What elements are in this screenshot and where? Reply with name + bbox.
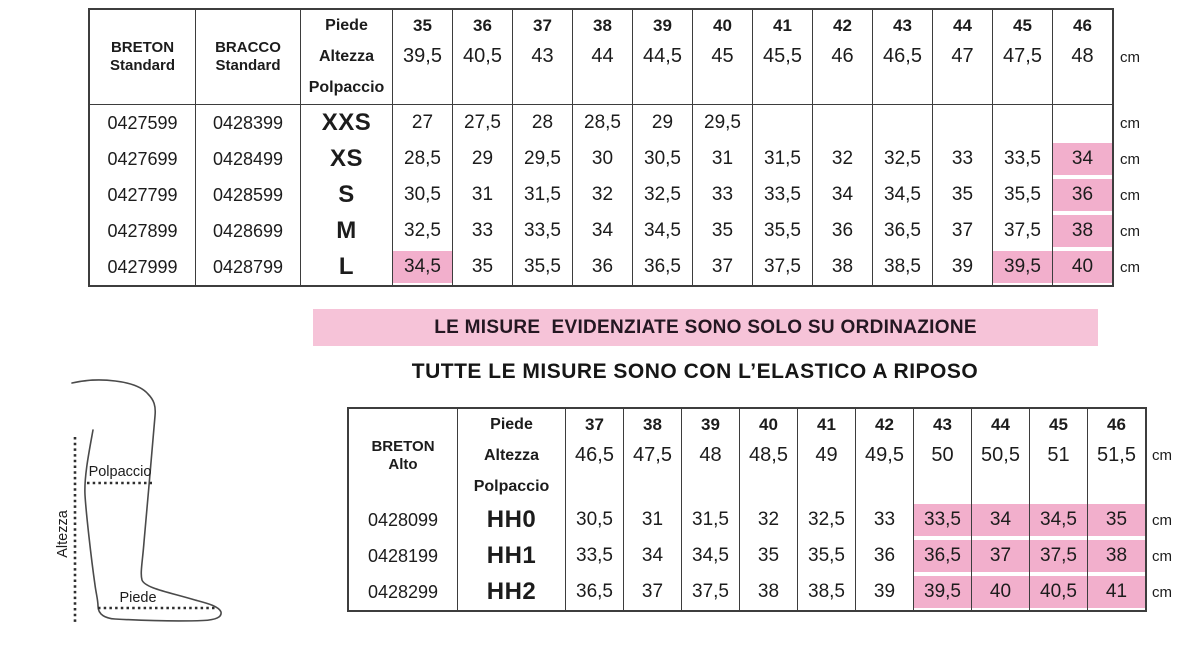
measurement-cell bbox=[752, 105, 812, 141]
size-number: 35 bbox=[413, 15, 432, 35]
size-column-header bbox=[452, 10, 512, 105]
altezza-value: 51,5 bbox=[1097, 444, 1136, 466]
measurement-cell: 36,5 bbox=[632, 249, 692, 285]
size-number: 39 bbox=[653, 15, 672, 35]
unit-label: cm bbox=[1120, 258, 1140, 276]
measurement-cell: 33,5 bbox=[992, 141, 1052, 177]
polpaccio-label: Polpaccio bbox=[308, 78, 385, 96]
measurement-cell: 35,5 bbox=[797, 538, 855, 574]
ordination-note-banner bbox=[313, 309, 1098, 346]
measurement-cell bbox=[812, 105, 872, 141]
measurement-cell bbox=[1052, 105, 1112, 141]
measurement-cell-highlighted: 39,5 bbox=[913, 574, 971, 610]
measurement-cell-highlighted: 37,5 bbox=[1029, 538, 1087, 574]
measurement-cell: 29 bbox=[632, 105, 692, 141]
measurement-cell: 37 bbox=[932, 213, 992, 249]
size-column-header bbox=[797, 409, 855, 502]
size-number: 40 bbox=[759, 414, 778, 434]
measurement-cell-highlighted: 35 bbox=[1087, 502, 1145, 538]
measurement-cell: 35,5 bbox=[752, 213, 812, 249]
size-number: 45 bbox=[1049, 414, 1068, 434]
size-number: 41 bbox=[773, 15, 792, 35]
size-column-header bbox=[632, 10, 692, 105]
measurement-cell: 34,5 bbox=[681, 538, 739, 574]
measurement-cell bbox=[932, 105, 992, 141]
measurement-cell: 28,5 bbox=[572, 105, 632, 141]
breton-alto-size-table bbox=[347, 407, 1147, 612]
breton-code-cell: 0427599 bbox=[107, 112, 178, 133]
bracco-code-cell: 0428699 bbox=[195, 213, 300, 249]
breton-code-cell: 0428199 bbox=[367, 545, 439, 566]
size-column-header bbox=[623, 409, 681, 502]
measurement-cell: 33 bbox=[855, 502, 913, 538]
breton-code-cell: 0427799 bbox=[107, 184, 178, 205]
bracco-code-cell: 0428399 bbox=[195, 105, 300, 141]
measurement-cell: 35 bbox=[932, 177, 992, 213]
size-number: 44 bbox=[953, 15, 972, 35]
measurement-cell: 39 bbox=[932, 249, 992, 285]
altezza-value: 49,5 bbox=[865, 444, 904, 466]
measurement-cell: 31 bbox=[623, 502, 681, 538]
size-column-header bbox=[1087, 409, 1145, 502]
size-label-cell: HH0 bbox=[457, 502, 565, 538]
measurement-cell-highlighted: 41 bbox=[1087, 574, 1145, 610]
brand-qualifier: Alto bbox=[388, 455, 418, 473]
measurement-cell: 34,5 bbox=[632, 213, 692, 249]
measurement-cell-highlighted: 39,5 bbox=[992, 249, 1052, 285]
measurement-cell: 39 bbox=[855, 574, 913, 610]
size-column-header bbox=[932, 10, 992, 105]
brand-qualifier: Standard bbox=[109, 57, 175, 74]
measurement-cell: 36,5 bbox=[565, 574, 623, 610]
altezza-value: 45,5 bbox=[763, 45, 802, 67]
altezza-value: 50 bbox=[931, 444, 954, 466]
unit-label: cm bbox=[1152, 511, 1172, 529]
measurement-cell: 36 bbox=[572, 249, 632, 285]
measurement-cell: 33 bbox=[452, 213, 512, 249]
measurement-cell: 35 bbox=[452, 249, 512, 285]
size-number: 39 bbox=[701, 414, 720, 434]
measurement-cell bbox=[992, 105, 1052, 141]
measurement-cell: 29 bbox=[452, 141, 512, 177]
altezza-label: Altezza bbox=[483, 446, 540, 464]
size-number: 46 bbox=[1073, 15, 1092, 35]
measurement-cell: 37 bbox=[623, 574, 681, 610]
size-column-header bbox=[992, 10, 1052, 105]
altezza-value: 43 bbox=[531, 45, 554, 67]
unit-label: cm bbox=[1120, 49, 1140, 66]
altezza-value: 49 bbox=[815, 444, 838, 466]
measurement-cell: 31 bbox=[692, 141, 752, 177]
measurement-cell: 34 bbox=[623, 538, 681, 574]
polpaccio-label: Polpaccio bbox=[473, 477, 550, 495]
measurement-cell: 28,5 bbox=[392, 141, 452, 177]
measurement-cell-highlighted: 38 bbox=[1087, 538, 1145, 574]
size-column-header bbox=[812, 10, 872, 105]
size-column-header bbox=[971, 409, 1029, 502]
breton-standard-size-table bbox=[88, 8, 1114, 287]
measurement-cell: 27,5 bbox=[452, 105, 512, 141]
measurement-cell: 27 bbox=[392, 105, 452, 141]
size-number: 45 bbox=[1013, 15, 1032, 35]
measurement-cell: 31,5 bbox=[752, 141, 812, 177]
brand-name: BRETON bbox=[371, 437, 435, 455]
diagram-polpaccio-label: Polpaccio bbox=[88, 464, 152, 480]
size-number: 42 bbox=[875, 414, 894, 434]
measurement-cell-highlighted: 36,5 bbox=[913, 538, 971, 574]
size-column-header bbox=[752, 10, 812, 105]
size-number: 38 bbox=[643, 414, 662, 434]
measurement-cell: 33,5 bbox=[512, 213, 572, 249]
measurement-cell: 32 bbox=[572, 177, 632, 213]
altezza-value: 39,5 bbox=[403, 45, 442, 67]
altezza-value: 44,5 bbox=[643, 45, 682, 67]
breton-code-cell: 0427999 bbox=[107, 256, 178, 277]
size-label-cell: M bbox=[300, 213, 392, 249]
measurement-cell: 38,5 bbox=[872, 249, 932, 285]
altezza-label: Altezza bbox=[318, 47, 375, 65]
measurement-cell-highlighted: 40 bbox=[971, 574, 1029, 610]
size-label-cell: HH1 bbox=[457, 538, 565, 574]
measurement-cell: 32 bbox=[812, 141, 872, 177]
diagram-altezza-label: Altezza bbox=[55, 510, 71, 558]
measurement-cell: 35 bbox=[692, 213, 752, 249]
measurement-cell: 31,5 bbox=[681, 502, 739, 538]
altezza-value: 47,5 bbox=[633, 444, 672, 466]
breton-code-cell: 0427699 bbox=[107, 148, 178, 169]
measurement-cell-highlighted: 34,5 bbox=[392, 249, 452, 285]
altezza-value: 50,5 bbox=[981, 444, 1020, 466]
size-number: 42 bbox=[833, 15, 852, 35]
size-number: 43 bbox=[933, 414, 952, 434]
unit-label: cm bbox=[1152, 447, 1172, 464]
breton-code-cell: 0428299 bbox=[367, 581, 439, 602]
measurement-cell-highlighted: 40 bbox=[1052, 249, 1112, 285]
measurement-cell-highlighted: 40,5 bbox=[1029, 574, 1087, 610]
measurement-cell: 28 bbox=[512, 105, 572, 141]
measurement-cell: 37,5 bbox=[992, 213, 1052, 249]
altezza-value: 48 bbox=[699, 444, 722, 466]
measurement-cell: 38 bbox=[812, 249, 872, 285]
measurement-cell-highlighted: 34,5 bbox=[1029, 502, 1087, 538]
brand-qualifier: Standard bbox=[215, 57, 281, 74]
unit-label: cm bbox=[1152, 583, 1172, 601]
measurement-cell: 35,5 bbox=[992, 177, 1052, 213]
measurement-cell bbox=[872, 105, 932, 141]
piede-label: Piede bbox=[490, 415, 533, 433]
measurement-cell: 31,5 bbox=[512, 177, 572, 213]
brand-name: BRETON bbox=[110, 39, 175, 56]
measure-labels-header bbox=[300, 10, 392, 105]
brand-header-bracco-standard bbox=[195, 10, 300, 105]
altezza-value: 48 bbox=[1071, 45, 1094, 67]
brand-header-breton-alto bbox=[349, 409, 457, 502]
measurement-cell: 33 bbox=[932, 141, 992, 177]
size-label-cell: S bbox=[300, 177, 392, 213]
measurement-cell-highlighted: 33,5 bbox=[913, 502, 971, 538]
measurement-cell: 36 bbox=[855, 538, 913, 574]
measurement-cell-highlighted: 37 bbox=[971, 538, 1029, 574]
measurement-cell: 33,5 bbox=[565, 538, 623, 574]
measurement-cell: 33 bbox=[692, 177, 752, 213]
measurement-cell-highlighted: 38 bbox=[1052, 213, 1112, 249]
breton-code-cell: 0427899 bbox=[107, 220, 178, 241]
measurement-cell: 34 bbox=[572, 213, 632, 249]
size-number: 46 bbox=[1107, 414, 1126, 434]
size-column-header bbox=[692, 10, 752, 105]
altezza-value: 45 bbox=[711, 45, 734, 67]
measurement-cell: 31 bbox=[452, 177, 512, 213]
measurement-cell: 30 bbox=[572, 141, 632, 177]
measurement-cell: 37 bbox=[692, 249, 752, 285]
size-column-header bbox=[572, 10, 632, 105]
size-number: 43 bbox=[893, 15, 912, 35]
altezza-value: 46 bbox=[831, 45, 854, 67]
altezza-value: 46,5 bbox=[883, 45, 922, 67]
measurement-cell: 36 bbox=[812, 213, 872, 249]
measurement-cell: 38,5 bbox=[797, 574, 855, 610]
measurement-cell: 35 bbox=[739, 538, 797, 574]
unit-label: cm bbox=[1152, 547, 1172, 565]
altezza-value: 47 bbox=[951, 45, 974, 67]
measurement-cell: 32,5 bbox=[797, 502, 855, 538]
measurement-cell: 29,5 bbox=[512, 141, 572, 177]
size-column-header bbox=[512, 10, 572, 105]
piede-label: Piede bbox=[325, 16, 368, 34]
measurement-cell: 37,5 bbox=[681, 574, 739, 610]
measurement-cell: 29,5 bbox=[692, 105, 752, 141]
bracco-code-cell: 0428799 bbox=[195, 249, 300, 285]
size-column-header bbox=[681, 409, 739, 502]
size-number: 44 bbox=[991, 414, 1010, 434]
size-number: 40 bbox=[713, 15, 732, 35]
measurement-cell: 30,5 bbox=[632, 141, 692, 177]
size-number: 37 bbox=[533, 15, 552, 35]
bracco-code-cell: 0428499 bbox=[195, 141, 300, 177]
size-column-header bbox=[855, 409, 913, 502]
measure-labels-header bbox=[457, 409, 565, 502]
size-label-cell: HH2 bbox=[457, 574, 565, 610]
altezza-value: 40,5 bbox=[463, 45, 502, 67]
measurement-cell: 30,5 bbox=[392, 177, 452, 213]
measurement-cell-highlighted: 36 bbox=[1052, 177, 1112, 213]
measurement-cell: 32,5 bbox=[632, 177, 692, 213]
measurement-cell: 33,5 bbox=[752, 177, 812, 213]
measurement-cell: 30,5 bbox=[565, 502, 623, 538]
measurement-cell: 35,5 bbox=[512, 249, 572, 285]
elastic-note-text: TUTTE LE MISURE SONO CON L’ELASTICO A RIPOSO bbox=[411, 360, 979, 383]
size-label-cell: XXS bbox=[300, 105, 392, 141]
altezza-value: 47,5 bbox=[1003, 45, 1042, 67]
size-column-header bbox=[1029, 409, 1087, 502]
altezza-value: 44 bbox=[591, 45, 614, 67]
size-number: 38 bbox=[593, 15, 612, 35]
unit-column-table2 bbox=[1152, 409, 1172, 610]
size-column-header bbox=[1052, 10, 1112, 105]
size-number: 41 bbox=[817, 414, 836, 434]
leg-outline bbox=[72, 380, 221, 621]
breton-code-cell: 0428099 bbox=[367, 509, 439, 530]
brand-header-breton-standard bbox=[90, 10, 195, 105]
measurement-cell: 38 bbox=[739, 574, 797, 610]
size-column-header bbox=[739, 409, 797, 502]
measurement-cell: 32 bbox=[739, 502, 797, 538]
unit-label: cm bbox=[1120, 150, 1140, 168]
measurement-cell: 34 bbox=[812, 177, 872, 213]
measurement-cell: 32,5 bbox=[392, 213, 452, 249]
brand-name: BRACCO bbox=[215, 39, 281, 56]
measurement-cell: 36,5 bbox=[872, 213, 932, 249]
size-number: 37 bbox=[585, 414, 604, 434]
size-column-header bbox=[565, 409, 623, 502]
altezza-value: 48,5 bbox=[749, 444, 788, 466]
size-label-cell: L bbox=[300, 249, 392, 285]
size-column-header bbox=[872, 10, 932, 105]
size-number: 36 bbox=[473, 15, 492, 35]
unit-column-table1 bbox=[1120, 10, 1140, 285]
measurement-cell-highlighted: 34 bbox=[1052, 141, 1112, 177]
ordination-note-text: LE MISURE EVIDENZIATE SONO SOLO SU ORDINAZIONE bbox=[434, 316, 977, 338]
altezza-value: 51 bbox=[1047, 444, 1070, 466]
diagram-piede-label: Piede bbox=[119, 590, 157, 606]
measurement-cell-highlighted: 34 bbox=[971, 502, 1029, 538]
measurement-cell: 32,5 bbox=[872, 141, 932, 177]
size-label-cell: XS bbox=[300, 141, 392, 177]
unit-label: cm bbox=[1120, 114, 1140, 132]
unit-label: cm bbox=[1120, 222, 1140, 240]
unit-label: cm bbox=[1120, 186, 1140, 204]
leg-measurement-diagram bbox=[48, 372, 243, 650]
measurement-cell: 37,5 bbox=[752, 249, 812, 285]
size-column-header bbox=[392, 10, 452, 105]
measurement-cell: 34,5 bbox=[872, 177, 932, 213]
bracco-code-cell: 0428599 bbox=[195, 177, 300, 213]
size-column-header bbox=[913, 409, 971, 502]
altezza-value: 46,5 bbox=[575, 444, 614, 466]
